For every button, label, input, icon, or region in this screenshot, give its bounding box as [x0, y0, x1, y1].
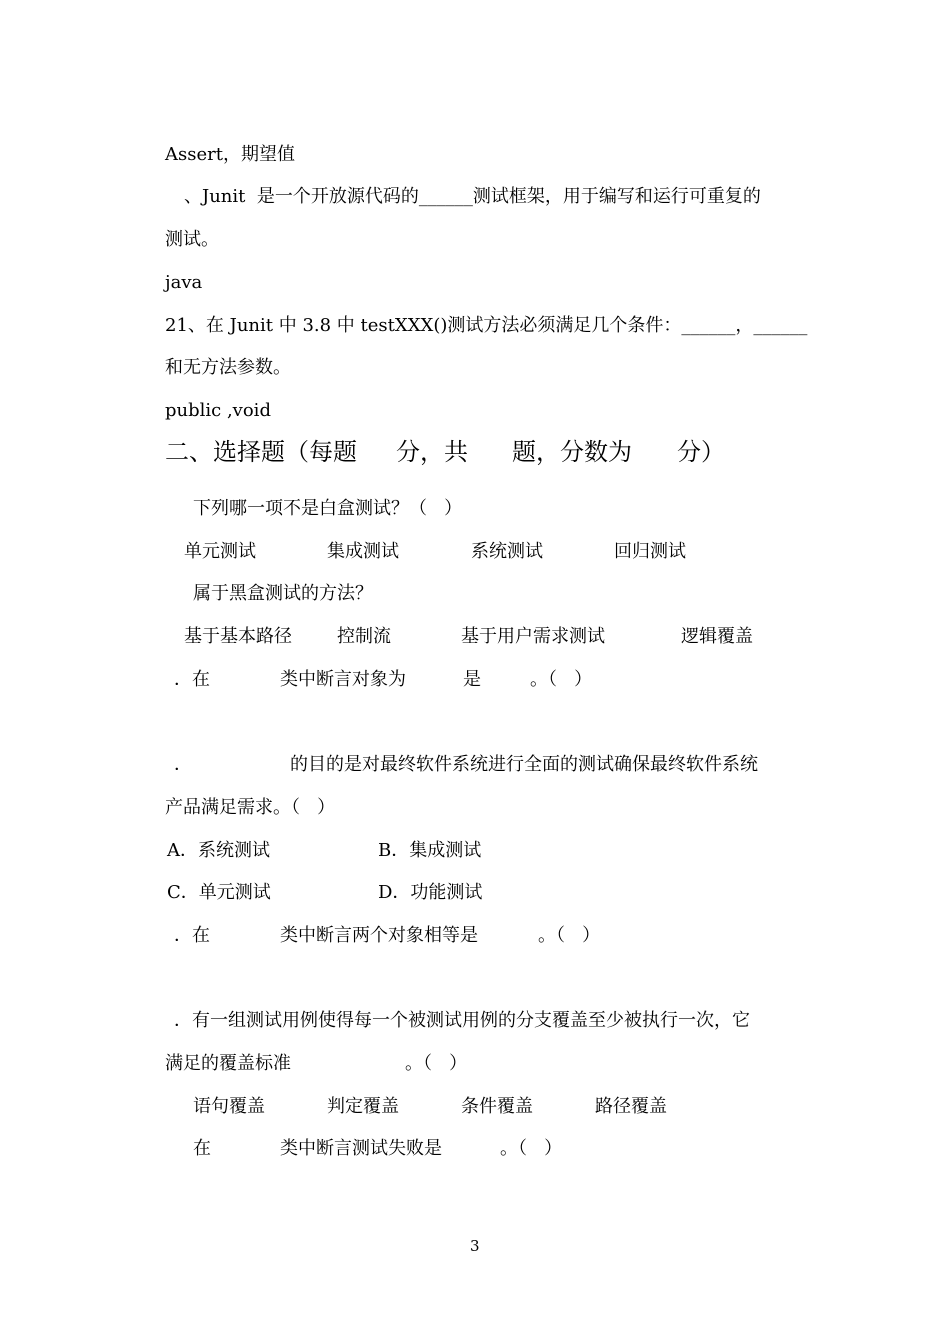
option: 单元测试	[184, 541, 256, 562]
question-text: 、Junit 是一个开放源代码的______测试框架，用于编写和运行可重复的	[184, 186, 761, 207]
section-heading-per: 分，共	[396, 438, 468, 466]
question-stem: ．有一组测试用例使得每一个被测试用例的分支覆盖至少被执行一次，它	[174, 1010, 750, 1031]
option: B．集成测试	[378, 840, 482, 861]
question-stem: 类中断言对象为	[280, 669, 406, 690]
question-stem: 在	[193, 1138, 211, 1159]
question-stem: 满足的覆盖标准	[165, 1053, 291, 1074]
question-stem: 属于黑盒测试的方法？	[193, 583, 373, 604]
question-stem: 。（ ）	[500, 1138, 563, 1159]
page-number: 3	[470, 1237, 480, 1255]
question-stem: 。（ ）	[405, 1053, 468, 1074]
option: 系统测试	[471, 541, 543, 562]
question-stem: ．	[174, 754, 192, 775]
question-stem: 。（ ）	[530, 669, 593, 690]
option: 判定覆盖	[327, 1096, 399, 1117]
question-stem: 下列哪一项不是白盒测试？（ ）	[193, 498, 463, 519]
question-text: 测试。	[165, 229, 219, 250]
option: D．功能测试	[378, 882, 483, 903]
option: 回归测试	[614, 541, 686, 562]
option: 路径覆盖	[595, 1096, 667, 1117]
option: 逻辑覆盖	[681, 626, 753, 647]
question-stem: 类中断言测试失败是	[280, 1138, 442, 1159]
option: 基于基本路径	[184, 626, 292, 647]
question-stem: 产品满足需求。（ ）	[165, 797, 336, 818]
question-stem: 是	[463, 669, 481, 690]
option: 基于用户需求测试	[461, 626, 605, 647]
section-heading-prefix: 二、选择题（每题	[165, 438, 357, 466]
option: 控制流	[337, 626, 391, 647]
option: 条件覆盖	[461, 1096, 533, 1117]
question-text: 21、在 Junit 中 3.8 中 testXXX()测试方法必须满足几个条件：______，______	[165, 315, 808, 336]
question-stem: ．在	[174, 669, 210, 690]
option: A．系统测试	[167, 840, 270, 861]
answer-line: Assert，期望值	[165, 144, 295, 165]
question-stem: ．在	[174, 925, 210, 946]
option: C．单元测试	[167, 882, 271, 903]
section-heading-unit: 分）	[677, 438, 725, 466]
answer-line: public ,void	[165, 400, 271, 421]
option: 语句覆盖	[193, 1096, 265, 1117]
question-stem: 。（ ）	[538, 925, 601, 946]
question-stem: 类中断言两个对象相等是	[280, 925, 478, 946]
answer-line: java	[165, 272, 203, 293]
question-stem: 的目的是对最终软件系统进行全面的测试确保最终软件系统	[290, 754, 758, 775]
question-text: 和无方法参数。	[165, 357, 291, 378]
option: 集成测试	[327, 541, 399, 562]
section-heading-count: 题，分数为	[512, 438, 632, 466]
